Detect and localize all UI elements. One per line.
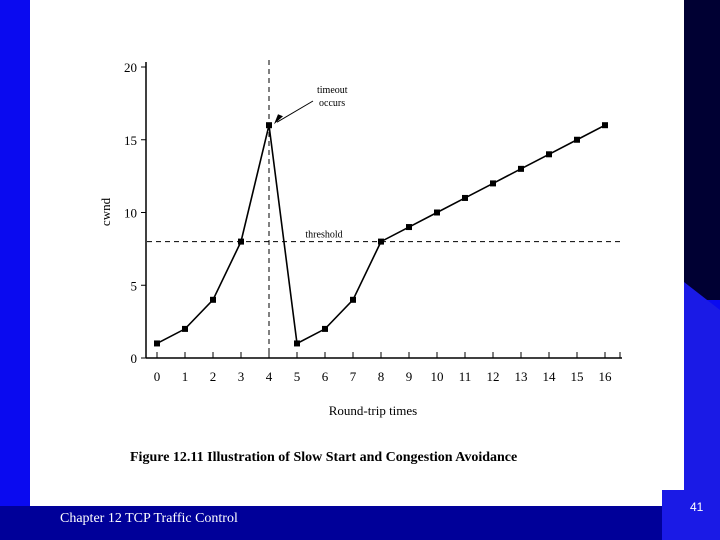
data-series (154, 122, 608, 346)
x-tick-label: 7 (349, 369, 357, 384)
page-number: 41 (690, 500, 704, 514)
data-point (378, 239, 384, 245)
x-tick-label: 13 (514, 369, 528, 384)
data-point (518, 166, 524, 172)
data-point (266, 122, 272, 128)
x-tick-label: 15 (570, 369, 584, 384)
data-point (602, 122, 608, 128)
y-tick-label: 0 (130, 351, 137, 366)
timeout-label: timeout (317, 85, 348, 96)
x-tick-label: 3 (237, 369, 245, 384)
series-line (157, 125, 605, 343)
data-point (462, 195, 468, 201)
x-tick-label: 6 (321, 369, 329, 384)
data-point (406, 224, 412, 230)
x-tick-label: 16 (598, 369, 612, 384)
annotations (274, 85, 348, 241)
data-point (294, 340, 300, 346)
x-tick-label: 11 (458, 369, 472, 384)
x-tick-label: 0 (153, 369, 161, 384)
data-point (322, 326, 328, 332)
data-point (210, 297, 216, 303)
data-point (574, 137, 580, 143)
y-axis-label: cwnd (98, 197, 113, 227)
data-point (154, 340, 160, 346)
data-point (490, 180, 496, 186)
x-tick-label: 9 (405, 369, 413, 384)
x-tick-label: 8 (377, 369, 385, 384)
y-tick-label: 5 (130, 278, 137, 294)
data-point (238, 239, 244, 245)
timeout-label-line2: occurs (319, 98, 346, 109)
data-point (350, 297, 356, 303)
x-tick-label: 14 (542, 369, 556, 384)
x-tick-label: 2 (209, 369, 217, 384)
x-tick-label: 1 (181, 369, 189, 384)
guides (147, 60, 622, 358)
y-tick-label: 15 (124, 132, 137, 148)
x-tick-label: 5 (293, 369, 301, 384)
x-tick-label: 10 (430, 369, 444, 384)
threshold-label: threshold (305, 229, 343, 241)
y-tick-label: 10 (124, 205, 137, 221)
data-point (546, 151, 552, 157)
x-tick-label: 12 (486, 369, 500, 384)
figure-caption: Figure 12.11 Illustration of Slow Start and Congestion Avoidance (130, 450, 518, 465)
footer-title: Chapter 12 TCP Traffic Control (60, 511, 238, 526)
x-tick-label: 4 (265, 369, 273, 384)
x-axis-label: Round-trip times (328, 403, 418, 418)
data-point (434, 210, 440, 216)
y-ticks (124, 60, 146, 366)
x-ticks (154, 352, 620, 384)
y-tick-label: 20 (124, 60, 137, 75)
timeout-arrow (277, 101, 313, 122)
page-number-box (662, 490, 720, 540)
data-point (182, 326, 188, 332)
